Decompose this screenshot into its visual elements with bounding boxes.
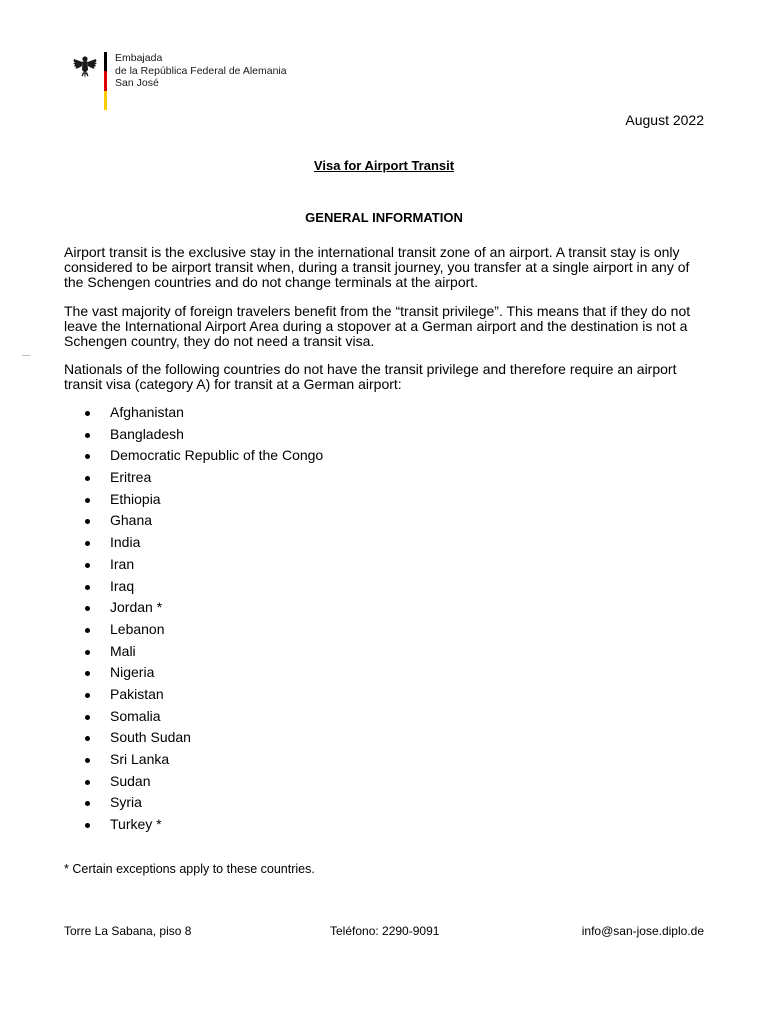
bullet-icon xyxy=(85,563,90,568)
flag-stripe-black xyxy=(104,52,107,71)
list-item xyxy=(64,814,323,836)
country-name: Jordan * xyxy=(110,599,163,616)
embassy-line-2: de la República Federal de Alemania xyxy=(115,64,287,77)
footer-email: info@san-jose.diplo.de xyxy=(581,924,704,938)
list-item xyxy=(64,619,323,641)
list-item xyxy=(64,749,323,771)
federal-eagle-icon xyxy=(72,54,98,80)
country-name: South Sudan xyxy=(110,729,191,746)
margin-mark xyxy=(22,355,30,356)
bullet-icon xyxy=(85,693,90,698)
bullet-icon xyxy=(85,411,90,416)
flag-stripe-red xyxy=(104,71,107,90)
country-name: Mali xyxy=(110,642,136,659)
country-name: Somalia xyxy=(110,707,161,724)
bullet-icon xyxy=(85,801,90,806)
embassy-line-1: Embajada xyxy=(115,52,163,64)
list-item xyxy=(64,706,323,728)
list-item xyxy=(64,532,323,554)
list-item xyxy=(64,641,323,663)
country-name: Pakistan xyxy=(110,685,164,702)
bullet-icon xyxy=(85,476,90,481)
country-name: Ghana xyxy=(110,512,153,529)
country-name: Lebanon xyxy=(110,620,165,637)
list-item xyxy=(64,445,323,467)
paragraph-transit-privilege: The vast majority of foreign travelers benefit from the “transit privilege”. This means that if they do not leave the International Airport Area during a stopover at a German airport and the destination is not a Schengen country, they do not need a transit visa. xyxy=(64,303,691,349)
bullet-icon xyxy=(85,541,90,546)
list-item xyxy=(64,467,323,489)
country-name: Ethiopia xyxy=(110,490,161,507)
country-name: Sri Lanka xyxy=(110,751,170,767)
list-item xyxy=(64,597,323,619)
bullet-icon xyxy=(85,606,90,611)
bullet-icon xyxy=(85,736,90,741)
footer-address: Torre La Sabana, piso 8 xyxy=(64,924,192,938)
bullet-icon xyxy=(85,758,90,763)
country-name: Nigeria xyxy=(110,664,155,681)
bullet-icon xyxy=(85,780,90,785)
bullet-icon xyxy=(85,498,90,503)
bullet-icon xyxy=(85,454,90,459)
bullet-icon xyxy=(85,433,90,438)
country-name: Bangladesh xyxy=(110,425,184,442)
list-item xyxy=(64,792,323,814)
bullet-icon xyxy=(85,585,90,590)
list-item xyxy=(64,402,323,424)
paragraph-nationals: Nationals of the following countries do not have the transit privilege and therefore require an airport transit visa (category A) for transit at a German airport: xyxy=(64,361,677,392)
list-item xyxy=(64,662,323,684)
paragraph-airport-transit: Airport transit is the exclusive stay in the international transit zone of an airport. A transit stay is only considered to be airport transit when, during a transit journey, you transfer at a single airport in any of the Schengen countries and do not change terminals at the airport. xyxy=(64,244,690,290)
embassy-line-3: San José xyxy=(115,77,159,89)
section-heading: GENERAL INFORMATION xyxy=(305,210,463,225)
document-date: August 2022 xyxy=(625,112,704,128)
bullet-icon xyxy=(85,628,90,633)
list-item xyxy=(64,510,323,532)
country-name: Syria xyxy=(110,794,142,811)
embassy-name xyxy=(115,52,287,90)
country-name: Eritrea xyxy=(110,469,152,486)
country-name: Turkey * xyxy=(110,816,162,833)
country-name: Sudan xyxy=(110,772,151,789)
list-item xyxy=(64,771,323,793)
country-name: Afghanistan xyxy=(110,404,184,420)
bullet-icon xyxy=(85,715,90,720)
flag-stripe-gold xyxy=(104,91,107,110)
country-name: Democratic Republic of the Congo xyxy=(110,447,324,464)
list-item xyxy=(64,554,323,576)
country-list xyxy=(64,402,323,836)
footnote: * Certain exceptions apply to these countries. xyxy=(64,862,315,876)
bullet-icon xyxy=(85,650,90,655)
footer-phone: Teléfono: 2290-9091 xyxy=(330,924,440,938)
bullet-icon xyxy=(85,823,90,828)
list-item xyxy=(64,727,323,749)
list-item xyxy=(64,684,323,706)
country-name: Iraq xyxy=(110,577,135,594)
country-name: Iran xyxy=(110,555,135,572)
document-title: Visa for Airport Transit xyxy=(313,158,455,173)
letterhead xyxy=(72,52,332,112)
list-item xyxy=(64,489,323,511)
bullet-icon xyxy=(85,519,90,524)
bullet-icon xyxy=(85,671,90,676)
list-item xyxy=(64,576,323,598)
list-item xyxy=(64,424,323,446)
flag-stripe xyxy=(104,52,107,110)
country-name: India xyxy=(110,534,141,551)
